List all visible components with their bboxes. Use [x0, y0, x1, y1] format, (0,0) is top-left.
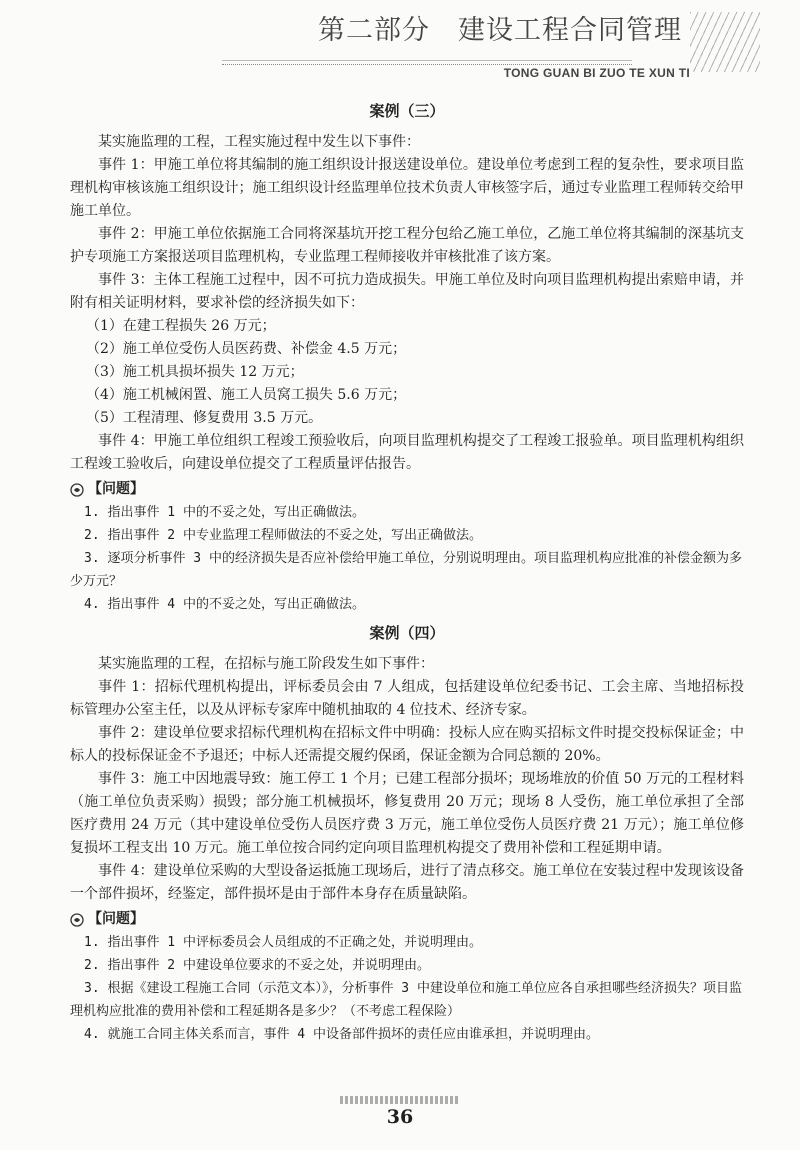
loss-item: （1）在建工程损失 26 万元；	[86, 318, 276, 334]
loss-item: （2）施工单位受伤人员医药费、补偿金 4.5 万元；	[86, 341, 407, 357]
footer-ornament-icon	[340, 1096, 460, 1104]
case-3-question-2: 2. 指出事件 2 中专业监理工程师做法的不妥之处，写出正确做法。	[84, 528, 482, 543]
case-4-title: 案例（四）	[369, 624, 445, 642]
case-3-intro: 某实施监理的工程，工程实施过程中发生以下事件：	[98, 134, 420, 150]
case-3-question-heading	[70, 478, 744, 501]
header-rule	[222, 60, 632, 61]
loss-item: （5）工程清理、修复费用 3.5 万元。	[86, 410, 323, 426]
case-4-question-1: 1. 指出事件 1 中评标委员会人员组成的不正确之处，并说明理由。	[84, 935, 482, 950]
section-title: 第二部分 建设工程合同管理	[318, 15, 682, 46]
swirl-bullet-icon	[70, 483, 84, 497]
case-3-event-3: 事件 3：主体工程施工过程中，因不可抗力造成损失。甲施工单位及时向项目监理机构提出索赔申请，并附有相关证明材料，要求补偿的经济损失如下：	[70, 272, 744, 311]
case-4-event-3: 事件 3：施工中因地震导致：施工停工 1 个月；已建工程部分损坏；现场堆放的价值 50 万元的工程材料（施工单位负责采购）损毁；部分施工机械损坏，修复费用 20 万元；现场 8 人受伤，施工单位承担了全部医疗费用 24 万元（其中建设单位受伤人员医疗费 3 万元，施工单位受伤人员医疗费 21 万元）；施工单位修复损坏工程支出 10 万元。施工单位按合同约定向项目监理机构提交了费用补偿和工程延期申请。	[70, 771, 744, 856]
page-body	[70, 96, 744, 1046]
page-number: 36	[386, 1106, 414, 1128]
case-3-title: 案例（三）	[369, 102, 445, 120]
case-3-question-3: 3. 逐项分析事件 3 中的经济损失是否应补偿给甲施工单位，分别说明理由。项目监理机构应批准的补偿金额为多少万元？	[70, 551, 742, 589]
hatch-decoration-icon	[690, 12, 760, 72]
loss-item: （4）施工机械闲置、施工人员窝工损失 5.6 万元；	[86, 387, 407, 403]
page-footer	[0, 1096, 800, 1128]
case-4-intro: 某实施监理的工程，在招标与施工阶段发生如下事件：	[98, 656, 434, 672]
question-label: 【问题】	[88, 481, 144, 497]
case-3-question-4: 4. 指出事件 4 中的不妥之处，写出正确做法。	[84, 597, 365, 612]
case-4-question-2: 2. 指出事件 2 中建设单位要求的不妥之处，并说明理由。	[84, 958, 430, 973]
case-4-event-2: 事件 2：建设单位要求招标代理机构在招标文件中明确：投标人应在购买招标文件时提交投标保证金；中标人的投标保证金不予退还；中标人还需提交履约保函，保证金额为合同总额的 20%。	[70, 725, 744, 764]
case-3-event-4: 事件 4：甲施工单位组织工程竣工预验收后，向项目监理机构提交了工程竣工报验单。项目监理机构组织工程竣工验收后，向建设单位提交了工程质量评估报告。	[70, 433, 744, 472]
header-dotted-rule	[222, 64, 632, 65]
case-3-event-2: 事件 2：甲施工单位依据施工合同将深基坑开挖工程分包给乙施工单位，乙施工单位将其编制的深基坑支护专项施工方案报送项目监理机构，专业监理工程师接收并审核批准了该方案。	[70, 226, 744, 265]
case-4-event-4: 事件 4：建设单位采购的大型设备运抵施工现场后，进行了清点移交。施工单位在安装过程中发现该设备一个部件损坏，经鉴定，部件损坏是由于部件本身存在质量缺陷。	[70, 863, 744, 902]
question-label: 【问题】	[88, 911, 144, 927]
case-3-event-1: 事件 1：甲施工单位将其编制的施工组织设计报送建设单位。建设单位考虑到工程的复杂性，要求项目监理机构审核该施工组织设计；施工组织设计经监理单位技术负责人审核签字后，通过专业监理工程师转交给甲施工单位。	[70, 157, 744, 219]
loss-item: （3）施工机具损坏损失 12 万元；	[86, 364, 304, 380]
case-4-question-4: 4. 就施工合同主体关系而言，事件 4 中设备部件损坏的责任应由谁承担，并说明理由。	[84, 1027, 599, 1042]
case-4-question-heading	[70, 908, 744, 931]
swirl-bullet-icon	[70, 913, 84, 927]
case-4-event-1: 事件 1：招标代理机构提出，评标委员会由 7 人组成，包括建设单位纪委书记、工会主席、当地招标投标管理办公室主任，以及从评标专家库中随机抽取的 4 位技术、经济专家。	[70, 679, 744, 718]
section-subtitle: TONG GUAN BI ZUO TE XUN TI	[503, 66, 690, 80]
case-3-question-1: 1. 指出事件 1 中的不妥之处，写出正确做法。	[84, 505, 365, 520]
case-4-question-3: 3. 根据《建设工程施工合同（示范文本）》，分析事件 3 中建设单位和施工单位应各自承担哪些经济损失？项目监理机构应批准的费用补偿和工程延期各是多少？（不考虑工程保险）	[70, 981, 742, 1019]
